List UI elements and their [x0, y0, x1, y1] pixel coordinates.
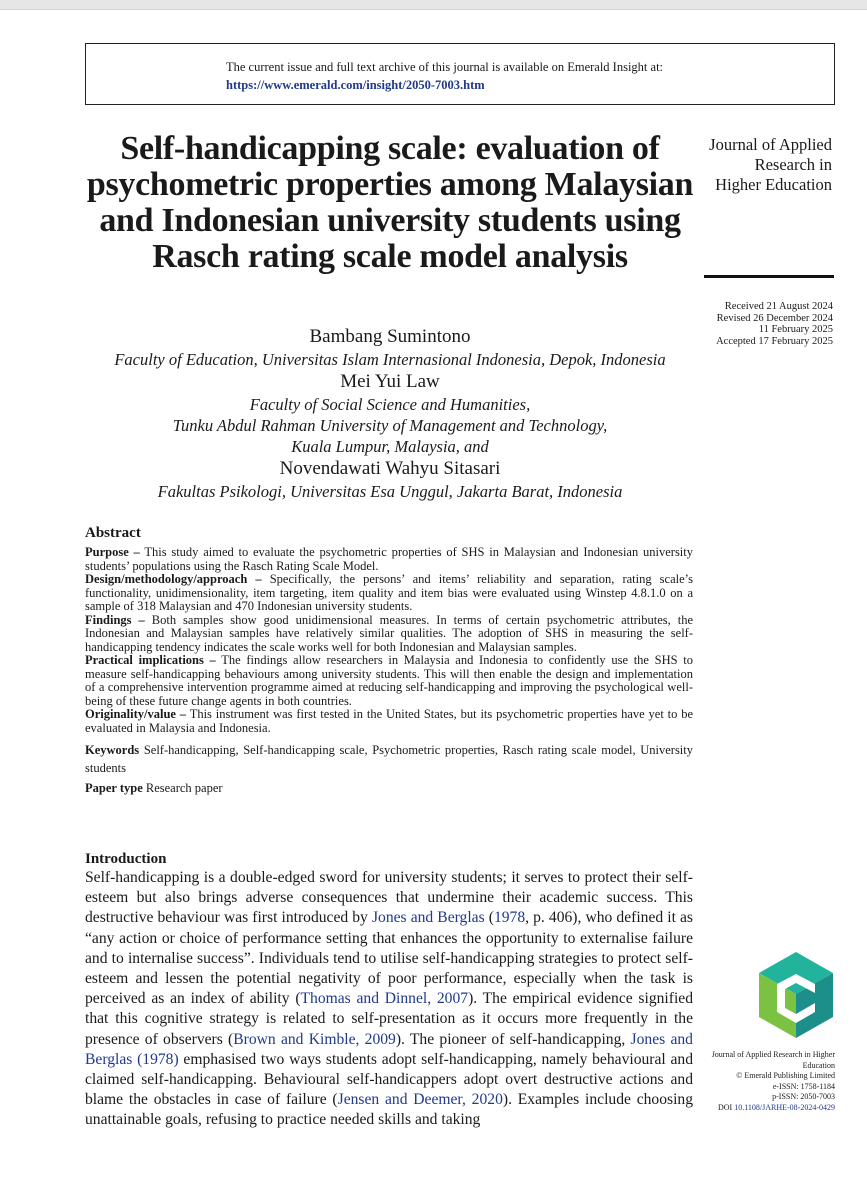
submission-dates [700, 301, 833, 347]
abstract-originality [85, 708, 693, 735]
doi-link[interactable]: 10.1108/JARHE-08-2024-0429 [734, 1102, 835, 1112]
footer-journal-line-2: Education [802, 1060, 835, 1070]
findings-text: Both samples show good unidimensional measures. In terms of certain psychometric attributes, the Indonesian and Malaysian samples have relatively similar qualities. The adoption of SHS in measuring the self-handicapping tendency indicates the scale works well for both Indonesian and Malaysian samples. [85, 612, 693, 654]
intro-text: ). The pioneer of self-handicapping, [395, 1030, 631, 1048]
emerald-logo-icon [757, 950, 835, 1040]
archive-notice [226, 58, 663, 94]
intro-text: ). Examples include choosing unattainable goals, refusing to practice needed skills and taking [85, 1091, 694, 1129]
abstract-practical [85, 654, 693, 708]
introduction-heading: Introduction [85, 851, 167, 867]
intro-text: Self-handicapping is a double-edged sword for university students; it serves to protect their self-esteem but also brings adverse consequences that undermine their academic success. This destructive behaviour was first introduced by [85, 869, 693, 927]
practical-text: The findings allow researchers in Malaysia and Indonesia to confidently use the SHS to measure self-handicapping behaviours among university students. This will then enable the design and implementation of a comprehensive intervention programme aimed at reducing self-handicapping and improving the psychological well-being of these future change agents in both countries. [85, 653, 693, 708]
abstract-design [85, 573, 693, 614]
keywords-text: Self-handicapping, Self-handicapping scale, Psychometric properties, Rasch rating scale model, University students [85, 743, 694, 775]
doi-label: DOI [717, 1102, 733, 1112]
citation-link[interactable]: Jones and Berglas [371, 909, 485, 927]
author-name: Mei Yui Law [340, 371, 440, 392]
date-revised-2: 11 February 2025 [758, 324, 833, 335]
intro-text: , p. 406), who defined it as “any action or choice of performance setting that enhances the opportunity to externalise failure and to internalise success”. Individuals tend to utilise self-handicapping strategies to protect self-esteem and lessen the potential negativity of poor performance, especially when the task is perceived as an index of ability ( [85, 909, 693, 1008]
paper-type-label: Paper type [85, 781, 143, 795]
design-text: Specifically, the persons’ and items’ reliability and separation, rating scale’s functionality, unidimensionality, item targeting, item quality and item bias were evaluated using Winstep 4.8.1.0 on a sample of 318 Malaysian and 470 Indonesian university students. [85, 572, 693, 613]
journal-name-line-2: Research in [754, 155, 832, 174]
archive-notice-text: The current issue and full text archive of this journal is available on Emerald Insight at: [226, 60, 664, 74]
abstract-keywords [85, 741, 693, 777]
design-label: Design/methodology/approach – [85, 572, 262, 586]
archive-url-link[interactable]: https://www.emerald.com/insight/2050-7003.htm [226, 78, 485, 92]
journal-name-line-3: Higher Education [715, 175, 832, 194]
author-name: Novendawati Wahyu Sitasari [279, 458, 501, 479]
abstract-purpose [85, 546, 693, 573]
findings-label: Findings – [85, 612, 145, 627]
purpose-text: This study aimed to evaluate the psychometric properties of SHS in Malaysian and Indonesian university students’ populations using the Rasch Rating Scale Model. [85, 545, 694, 573]
author-affiliation: Faculty of Social Science and Humanities, [249, 395, 531, 414]
footer-publisher: © Emerald Publishing Limited [736, 1071, 835, 1080]
date-accepted: Accepted 17 February 2025 [716, 335, 833, 347]
author-affiliation: Fakultas Psikologi, Universitas Esa Unggul, Jakarta Barat, Indonesia [157, 482, 623, 501]
keywords-label: Keywords [85, 743, 140, 757]
originality-text: This instrument was first tested in the United States, but its psychometric properties have yet to be evaluated in Malaysia and Indonesia. [85, 707, 693, 735]
author-list [80, 325, 700, 502]
author-affiliation: Tunku Abdul Rahman University of Management and Technology, [172, 416, 608, 435]
intro-text: emphasised two ways students adopt self-handicapping, namely behavioural and claimed self-handicapping. Behavioural self-handicappers adopt overt destructive actions and blame the obstacles in case of failure ( [85, 1050, 694, 1109]
abstract-paper-type [85, 779, 693, 797]
footer-pissn: p-ISSN: 2050-7003 [772, 1092, 835, 1101]
abstract-findings [85, 614, 693, 655]
citation-link[interactable]: 1978 [493, 909, 526, 927]
footer-doi [695, 1103, 835, 1114]
intro-text: ). The empirical evidence signified that this cognitive strategy is related to self-presentation as it occurs more frequently in the presence of observers ( [85, 990, 693, 1048]
journal-name-line-1: Journal of Applied [709, 135, 832, 154]
citation-link[interactable]: Jensen and Deemer, 2020 [337, 1091, 503, 1109]
practical-label: Practical implications – [85, 653, 216, 667]
abstract-heading: Abstract [85, 525, 141, 541]
author-affiliation: Kuala Lumpur, Malaysia, and [291, 437, 489, 456]
citation-link[interactable]: Jones and Berglas (1978) [85, 1030, 693, 1068]
journal-name [690, 135, 832, 195]
date-revised-1: Revised 26 December 2024 [716, 312, 833, 324]
purpose-label: Purpose – [85, 545, 140, 559]
author-name: Bambang Sumintono [309, 326, 471, 347]
abstract-section [85, 524, 693, 797]
introduction-paragraph [85, 868, 693, 1131]
paper-type-text: Research paper [145, 781, 223, 795]
citation-link[interactable]: Brown and Kimble, 2009 [233, 1030, 396, 1048]
publisher-info [695, 1050, 835, 1113]
date-received: Received 21 August 2024 [724, 301, 833, 312]
footer-eissn: e-ISSN: 1758-1184 [772, 1081, 835, 1091]
footer-journal-line-1: Journal of Applied Research in Higher [711, 1050, 835, 1059]
archive-notice-box [85, 43, 835, 105]
citation-link[interactable]: Thomas and Dinnel, 2007 [300, 990, 469, 1008]
intro-text: ( [484, 909, 494, 927]
originality-label: Originality/value – [85, 707, 187, 721]
author-affiliation: Faculty of Education, Universitas Islam Internasional Indonesia, Depok, Indonesia [114, 350, 666, 369]
journal-divider [704, 275, 834, 278]
paper-title: Self-handicapping scale: evaluation of psychometric properties among Malaysian and Indonesian university students using Rasch rating scale model analysis [86, 130, 694, 275]
viewer-top-bar [0, 0, 867, 10]
